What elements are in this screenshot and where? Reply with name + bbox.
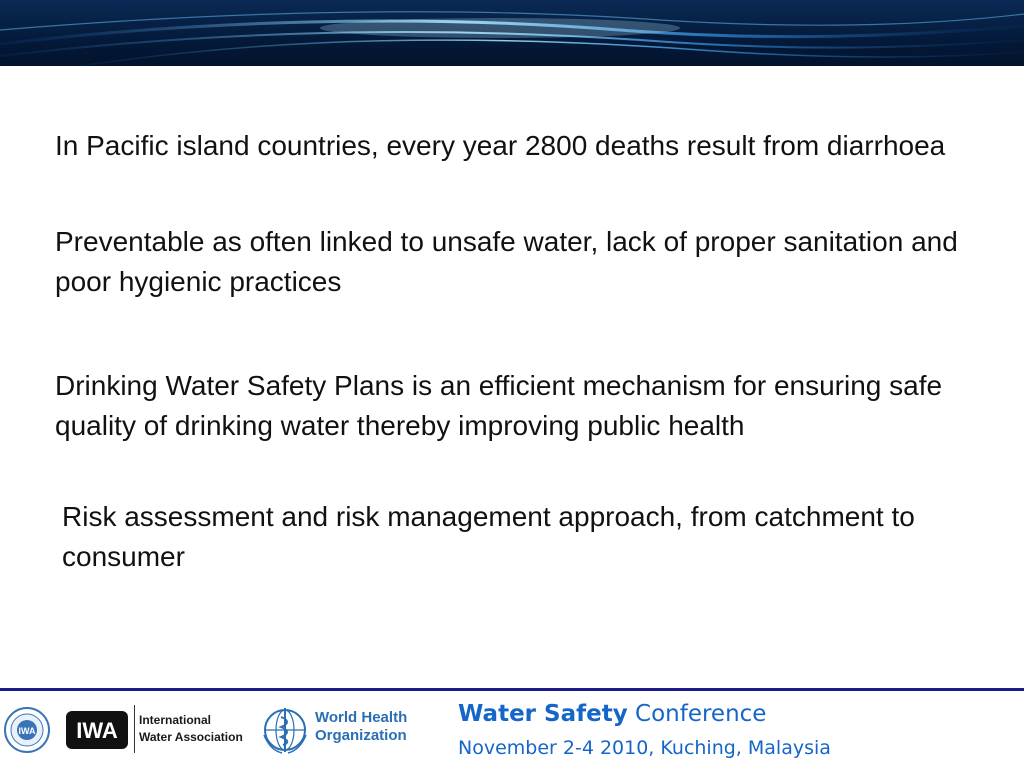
paragraph-deaths: In Pacific island countries, every year 2800 deaths result from diarrhoea [55,130,946,161]
paragraph-water-safety-plans: Drinking Water Safety Plans is an efficient mechanism for ensuring safe quality of drinking water thereby improving public health [55,370,943,441]
who-emblem-logo [260,705,310,755]
iwa-logo-divider [134,705,135,753]
who-name [315,709,407,745]
iwa-mark-logo [66,711,128,749]
iwa-seal-logo [4,707,50,753]
paragraph-risk-assessment: Risk assessment and risk management approach, from catchment to consumer [62,501,915,572]
iwa-name [139,712,243,746]
iwa-name-line1: International [139,713,212,727]
paragraph-preventable: Preventable as often linked to unsafe water, lack of proper sanitation and poor hygienic practices [55,226,958,297]
conference-title-bold: Water Safety [458,701,628,727]
iwa-mark-text: IWA [76,718,118,743]
conference-dates: November 2-4 2010, Kuching, Malaysia [458,737,831,759]
footer [0,691,1024,768]
who-name-line1: World Health [315,709,408,726]
conference-title [458,699,766,729]
iwa-name-line2: Water Association [139,730,243,744]
who-name-line2: Organization [315,727,407,744]
conference-title-rest: Conference [627,701,767,727]
iwa-seal-text: IWA [18,726,36,736]
